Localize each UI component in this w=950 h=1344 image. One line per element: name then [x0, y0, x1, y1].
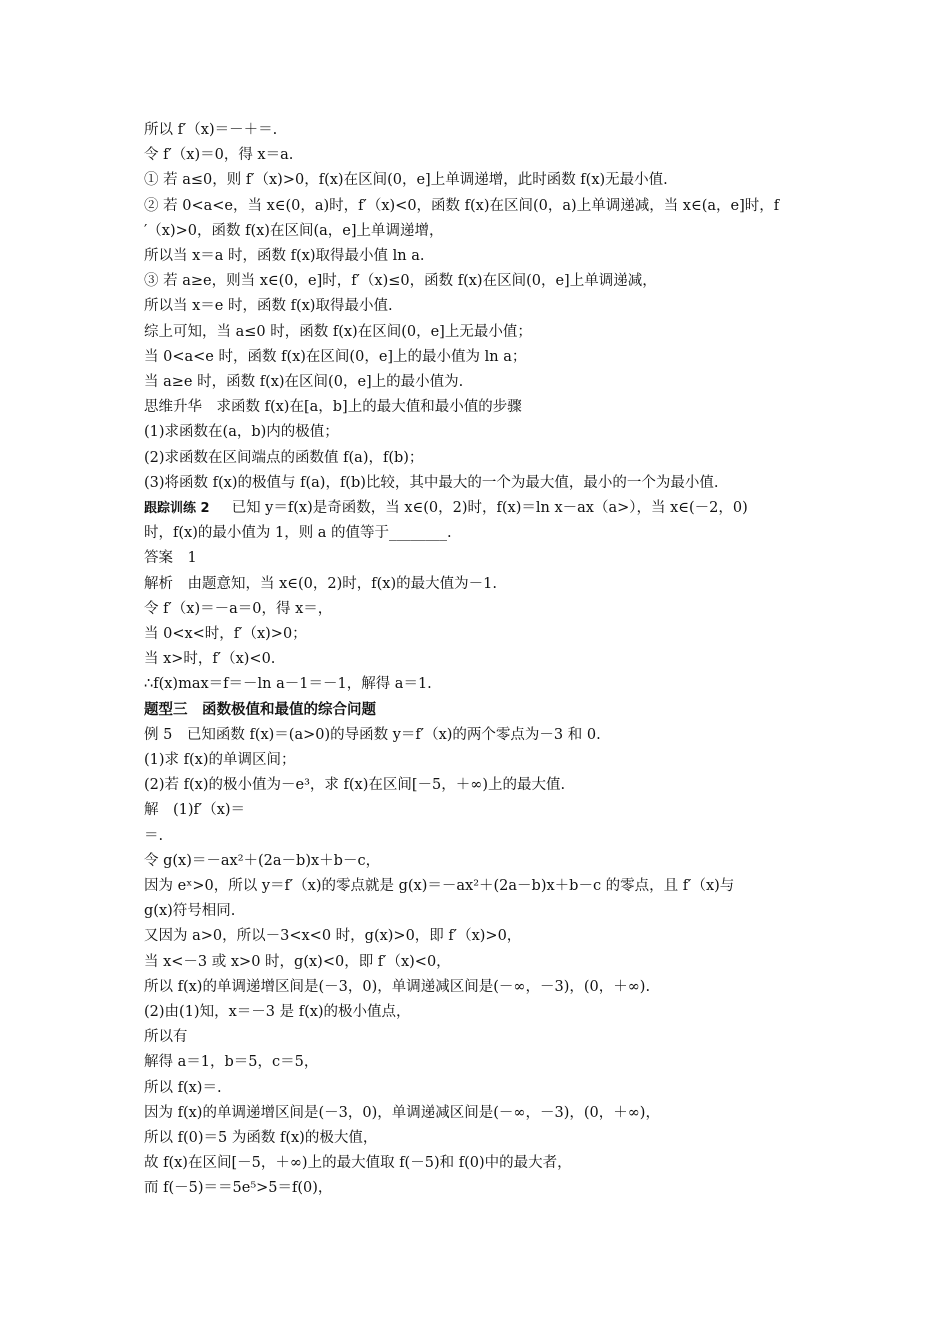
text-line-33: 又因为 a>0，所以－3<x<0 时，g(x)>0，即 f′（x)>0，	[144, 928, 522, 945]
text-line-29: ＝.	[144, 827, 164, 844]
text-line-28: 解 (1)f′（x)＝	[144, 802, 246, 819]
text-line-34: 当 x<－3 或 x>0 时，g(x)<0，即 f′（x)<0，	[144, 953, 451, 970]
text-line-39: 所以 f(x)＝.	[144, 1079, 222, 1096]
text-line-6: 所以当 x＝a 时，函数 f(x)取得最小值 ln a.	[144, 248, 425, 264]
text-line-35: 所以 f(x)的单调递增区间是(－3，0)，单调递减区间是(－∞，－3)，(0，＋∞).	[144, 978, 651, 995]
text-line-10: 当 0<a<e 时，函数 f(x)在区间(0，e]上的最小值为 ln a；	[144, 348, 527, 365]
text-line-8: 所以当 x＝e 时，函数 f(x)取得最小值.	[144, 298, 393, 315]
text-line-30: 令 g(x)＝－ax²＋(2a－b)x＋b－c，	[144, 852, 381, 869]
text-line-38: 解得 a＝1，b＝5，c＝5，	[144, 1054, 319, 1071]
text-line-3: ① 若 a≤0，则 f′（x)>0，f(x)在区间(0，e]上单调递增，此时函数 f(x)无最小值.	[144, 172, 668, 189]
text-line-31: 因为 eˣ>0，所以 y＝f′（x)的零点就是 g(x)＝－ax²＋(2a－b)x＋b－c 的零点，且 f′（x)与	[144, 878, 735, 894]
text-line-22: 当 x>时，f′（x)<0.	[144, 651, 276, 668]
text-line-18: 答案 1	[144, 550, 197, 567]
text-line-13: (1)求函数在(a，b)内的极值；	[144, 424, 339, 441]
text-line-24: 题型三 函数极值和最值的综合问题	[144, 700, 376, 718]
text-line-27: (2)若 f(x)的极小值为－e³，求 f(x)在区间[－5，＋∞)上的最大值.	[144, 777, 566, 794]
text-line-7: ③ 若 a≥e，则当 x∈(0，e]时，f′（x)≤0，函数 f(x)在区间(0，e]上单调递减，	[144, 273, 657, 290]
text-line-14: (2)求函数在区间端点的函数值 f(a)，f(b)；	[144, 449, 424, 466]
text-line-16	[144, 498, 814, 519]
text-line-17: 时，f(x)的最小值为 1，则 a 的值等于________.	[144, 525, 452, 542]
tracking-exercise-text: 已知 y＝f(x)是奇函数，当 x∈(0，2)时，f(x)＝ln x－ax（a>），当 x∈(－2，0)	[231, 500, 748, 516]
text-line-20: 令 f′（x)＝－a＝0，得 x＝，	[144, 600, 333, 617]
text-line-21: 当 0<x<时，f′（x)>0；	[144, 626, 307, 642]
text-line-26: (1)求 f(x)的单调区间；	[144, 752, 296, 768]
text-line-12: 思维升华 求函数 f(x)在[a，b]上的最大值和最小值的步骤	[144, 399, 522, 416]
text-line-42: 故 f(x)在区间[－5，＋∞)上的最大值取 f(－5)和 f(0)中的最大者，	[144, 1155, 572, 1172]
text-line-9: 综上可知，当 a≤0 时，函数 f(x)在区间(0，e]上无最小值；	[144, 323, 532, 340]
text-line-37: 所以有	[144, 1029, 188, 1046]
tracking-exercise-label: 跟踪训练 2	[144, 501, 210, 516]
text-line-41: 所以 f(0)＝5 为函数 f(x)的极大值，	[144, 1130, 378, 1146]
text-line-5: ′（x)>0，函数 f(x)在区间(a，e]上单调递增，	[144, 222, 444, 239]
text-line-2: 令 f′（x)＝0，得 x＝a.	[144, 147, 294, 164]
text-line-11: 当 a≥e 时，函数 f(x)在区间(0，e]上的最小值为.	[144, 374, 464, 390]
text-line-15: (3)将函数 f(x)的极值与 f(a)，f(b)比较，其中最大的一个为最大值，最小的一个为最小值.	[144, 474, 719, 491]
text-line-1: 所以 f′（x)＝－＋＝.	[144, 122, 278, 138]
text-line-40: 因为 f(x)的单调递增区间是(－3，0)，单调递减区间是(－∞，－3)，(0，＋∞)，	[144, 1104, 660, 1121]
text-line-32: g(x)符号相同.	[144, 903, 236, 920]
text-line-36: (2)由(1)知，x＝－3 是 f(x)的极小值点，	[144, 1004, 411, 1020]
text-line-43: 而 f(－5)＝＝5e⁵>5＝f(0)，	[144, 1180, 333, 1197]
text-line-23: ∴f(x)max＝f＝－ln a－1＝－1，解得 a＝1.	[144, 676, 432, 693]
text-line-4: ② 若 0<a<e，当 x∈(0，a)时，f′（x)<0，函数 f(x)在区间(0，a)上单调递减，当 x∈(a，e]时，f	[144, 197, 780, 214]
text-line-19: 解析 由题意知，当 x∈(0，2)时，f(x)的最大值为－1.	[144, 575, 497, 592]
text-line-25: 例 5 已知函数 f(x)＝(a>0)的导函数 y＝f′（x)的两个零点为－3 和 0.	[144, 726, 601, 743]
